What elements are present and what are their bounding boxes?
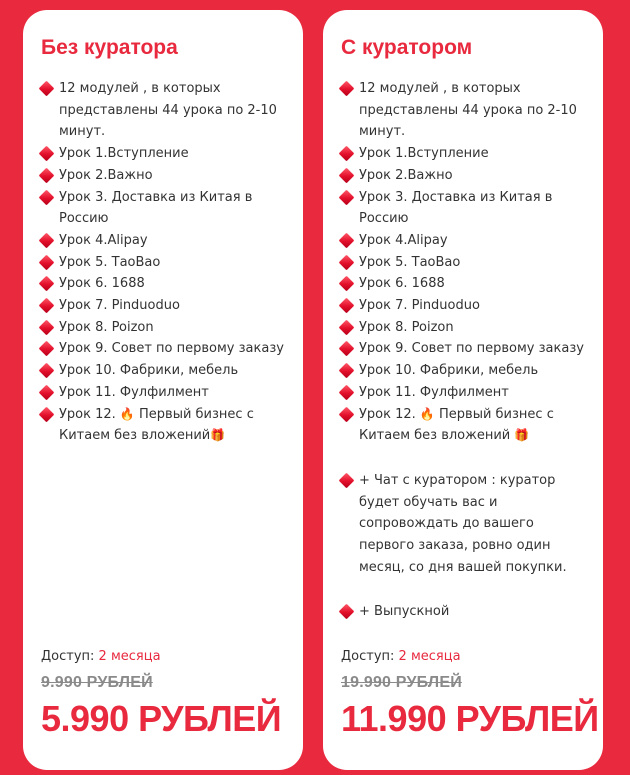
feature-item: Урок 11. Фулфилмент: [359, 382, 585, 404]
card-title: Без куратора: [41, 36, 178, 59]
pricing-card-no-curator: [23, 10, 303, 770]
red-diamond-icon: [339, 363, 355, 379]
feature-item: Урок 3. Доставка из Китая в Россию: [59, 187, 285, 230]
feature-item: Урок 9. Совет по первому заказу: [359, 338, 585, 360]
red-diamond-icon: [39, 406, 55, 422]
gift-icon: 🎁: [514, 428, 530, 443]
red-diamond-icon: [339, 168, 355, 184]
feature-item: Урок 12. 🔥 Первый бизнес с Китаем без вложений🎁: [59, 404, 285, 447]
red-diamond-icon: [339, 473, 355, 489]
red-diamond-icon: [39, 81, 55, 97]
feature-item: + Выпускной: [359, 601, 585, 623]
red-diamond-icon: [39, 254, 55, 270]
feature-item: Урок 7. Pinduoduo: [359, 295, 585, 317]
feature-item: Урок 5. ТаоВао: [59, 252, 285, 274]
feature-item: Урок 9. Совет по первому заказу: [59, 338, 285, 360]
red-diamond-icon: [39, 341, 55, 357]
access-duration: Доступ: 2 месяца: [41, 649, 161, 664]
fire-icon: 🔥: [419, 406, 435, 421]
feature-item: Урок 12. 🔥 Первый бизнес с Китаем без вложений 🎁: [359, 404, 585, 447]
pricing-footer: [41, 649, 293, 740]
pricing-footer: [341, 649, 599, 740]
old-price: 19.990 РУБЛЕЙ: [341, 674, 462, 691]
red-diamond-icon: [339, 254, 355, 270]
card-title: С куратором: [341, 36, 473, 59]
feature-item: Урок 2.Важно: [59, 165, 285, 187]
fire-icon: 🔥: [119, 406, 135, 421]
feature-item: Урок 4.Alipay: [359, 230, 585, 252]
red-diamond-icon: [39, 385, 55, 401]
feature-item: Урок 6. 1688: [59, 273, 285, 295]
red-diamond-icon: [39, 298, 55, 314]
feature-item: Урок 6. 1688: [359, 273, 585, 295]
red-diamond-icon: [339, 146, 355, 162]
access-duration: Доступ: 2 месяца: [341, 649, 461, 664]
feature-item: Урок 2.Важно: [359, 165, 585, 187]
feature-item: Урок 3. Доставка из Китая в Россию: [359, 187, 585, 230]
red-diamond-icon: [339, 319, 355, 335]
feature-item: Урок 1.Вступление: [359, 143, 585, 165]
red-diamond-icon: [339, 81, 355, 97]
feature-item: Урок 10. Фабрики, мебель: [359, 360, 585, 382]
red-diamond-icon: [39, 363, 55, 379]
red-diamond-icon: [339, 189, 355, 205]
feature-item: 12 модулей , в которых представлены 44 урока по 2-10 минут.: [359, 78, 585, 143]
red-diamond-icon: [339, 604, 355, 620]
feature-list: [359, 78, 585, 623]
red-diamond-icon: [39, 276, 55, 292]
red-diamond-icon: [339, 298, 355, 314]
red-diamond-icon: [39, 146, 55, 162]
red-diamond-icon: [339, 341, 355, 357]
feature-item: + Чат с куратором : куратор будет обучать вас и сопровождать до вашего первого заказа, ровно один месяц, со дня вашей покупки.: [359, 470, 585, 579]
feature-item: Урок 1.Вступление: [59, 143, 285, 165]
feature-item: Урок 7. Pinduoduo: [59, 295, 285, 317]
red-diamond-icon: [39, 189, 55, 205]
red-diamond-icon: [339, 406, 355, 422]
feature-item: Урок 8. Poizon: [359, 317, 585, 339]
red-diamond-icon: [39, 168, 55, 184]
red-diamond-icon: [39, 233, 55, 249]
feature-list: [59, 78, 285, 447]
feature-item: Урок 8. Poizon: [59, 317, 285, 339]
current-price: 11.990 РУБЛЕЙ: [341, 698, 599, 739]
feature-item: Урок 11. Фулфилмент: [59, 382, 285, 404]
gift-icon: 🎁: [210, 428, 226, 443]
current-price: 5.990 РУБЛЕЙ: [41, 698, 282, 739]
feature-item: Урок 10. Фабрики, мебель: [59, 360, 285, 382]
red-diamond-icon: [339, 233, 355, 249]
old-price: 9.990 РУБЛЕЙ: [41, 674, 153, 691]
feature-item: Урок 5. ТаоВао: [359, 252, 585, 274]
feature-item: Урок 4.Alipay: [59, 230, 285, 252]
red-diamond-icon: [339, 385, 355, 401]
feature-item: 12 модулей , в которых представлены 44 урока по 2-10 минут.: [59, 78, 285, 143]
red-diamond-icon: [339, 276, 355, 292]
pricing-card-with-curator: [323, 10, 603, 770]
red-diamond-icon: [39, 319, 55, 335]
